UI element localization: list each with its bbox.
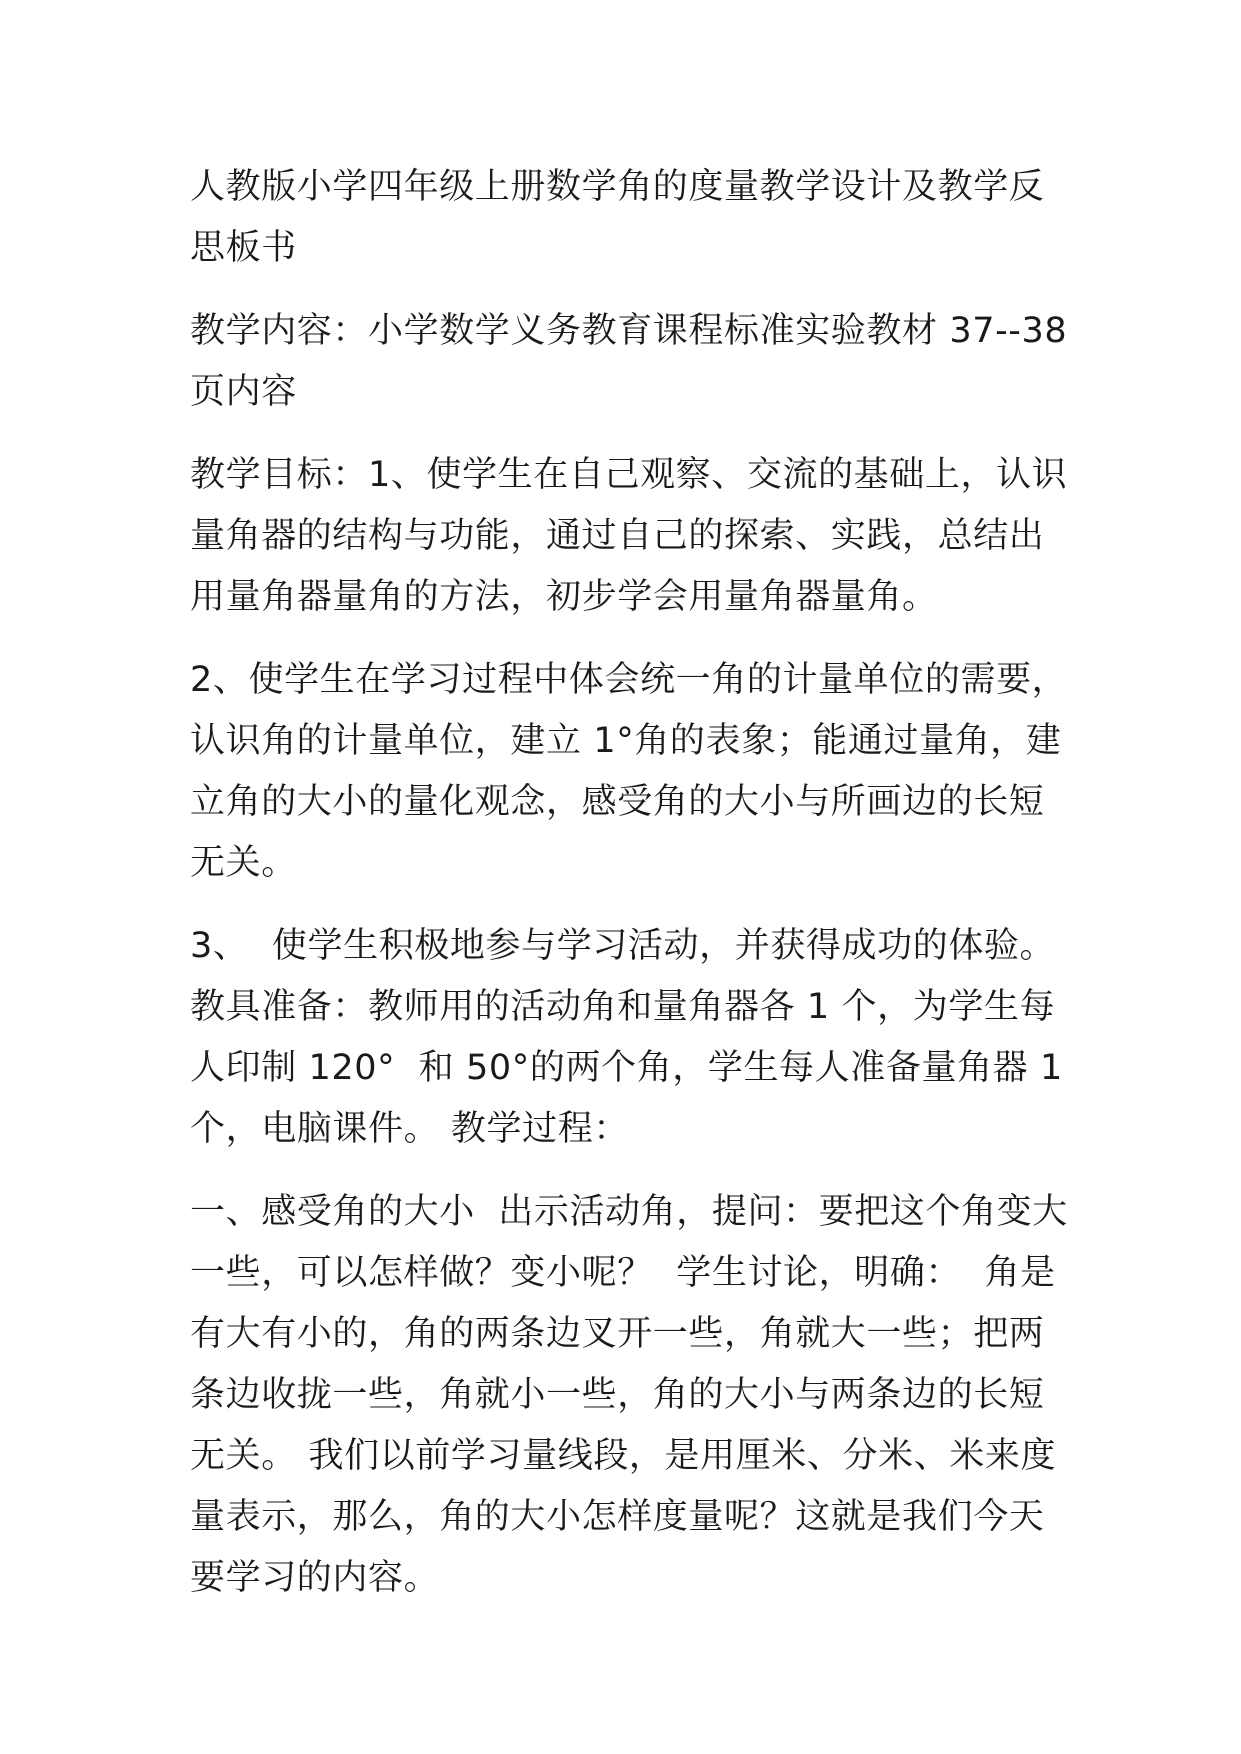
document-body [190, 157, 1079, 1631]
section-1-paragraph: 一、感受角的大小 出示活动角，提问：要把这个角变大一些，可以怎样做？变小呢？ 学生讨论，明确： 角是有大有小的，角的两条边叉开一些，角就大一些；把两条边收拢一些，角就小一些，角的大小与两条边的长短无关。 我们以前学习量线段，是用厘米、分米、米来度量表示，那么，角的大小怎样度量呢？这就是我们今天要学习的内容。 [190, 1192, 1068, 1598]
document-title: 人教版小学四年级上册数学角的度量教学设计及教学反思板书 [190, 167, 1045, 268]
teaching-content-paragraph: 教学内容：小学数学义务教育课程标准实验教材 37--38 页内容 [190, 311, 1079, 412]
teaching-goal-3-paragraph: 3、 使学生积极地参与学习活动，并获得成功的体验。 教具准备：教师用的活动角和量角器各 1 个，为学生每人印制 120° 和 50°的两个角，学生每人准备量角器 1 个，电脑课件。 教学过程： [190, 926, 1075, 1149]
teaching-goal-2-paragraph: 2、使学生在学习过程中体会统一角的计量单位的需要，认识角的计量单位，建立 1°角的表象；能通过量角，建立角的大小的量化观念，感受角的大小与所画边的长短无关。 [190, 660, 1068, 883]
teaching-goal-1-paragraph: 教学目标：1、使学生在自己观察、交流的基础上，认识量角器的结构与功能，通过自己的探索、实践，总结出用量角器量角的方法，初步学会用量角器量角。 [190, 455, 1068, 617]
